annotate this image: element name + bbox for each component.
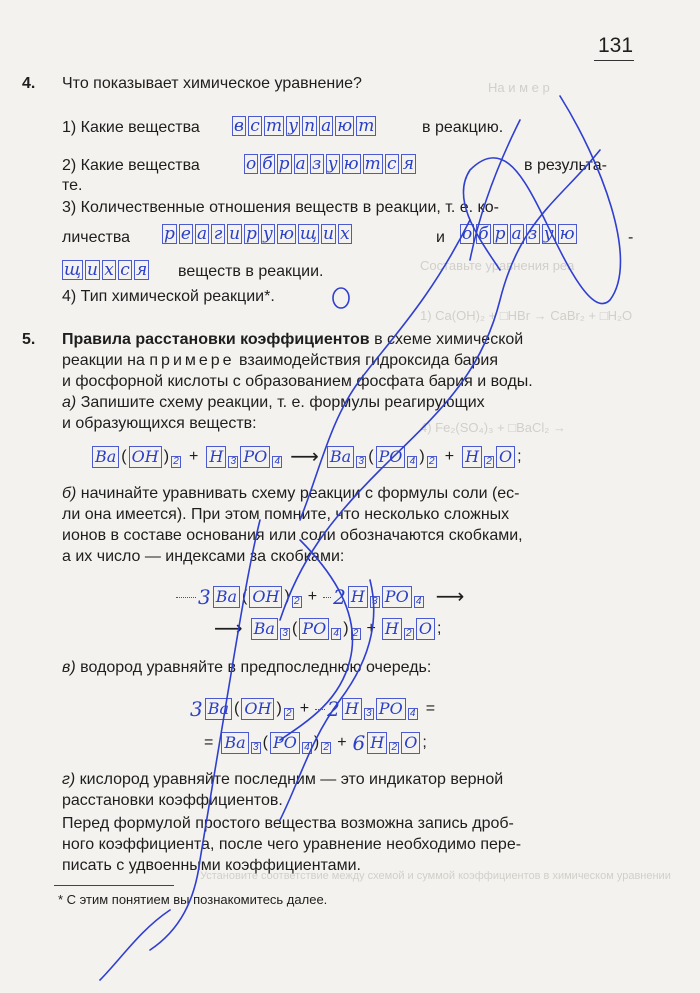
letter-box: т <box>358 116 375 136</box>
index-box: 2 <box>284 708 294 720</box>
formula-o: O <box>401 732 420 754</box>
semicolon: ; <box>517 448 522 465</box>
footnote-rule <box>54 885 174 886</box>
letter-box: о <box>462 224 473 244</box>
q5-g-line3: Перед формулой простого вещества возможна запись дроб- <box>62 815 514 832</box>
formula-o: O <box>416 618 435 640</box>
q5-b-text: начинайте уравнивать схему реакции с формулы соли (ес- <box>80 485 520 502</box>
formula-oh: OH <box>249 586 282 608</box>
letter-box: п <box>304 116 316 136</box>
letter-box: и <box>229 224 241 244</box>
ghost-text: На и м е р <box>488 80 550 95</box>
page-number: 131 <box>598 34 634 57</box>
footnote: * С этим понятием вы познакомитесь далее. <box>58 892 328 907</box>
q4-item3-and: и <box>436 229 445 246</box>
formula-ba: Ba <box>92 446 119 468</box>
q5-title-bold: Правила расстановки коэффициентов <box>62 331 370 348</box>
formula-oh: OH <box>129 446 162 468</box>
ghost-text: 4) Fe₂(SO₄)₃ + □BaCl₂ → <box>420 420 566 435</box>
letter-box: р <box>246 224 257 244</box>
index-box: 2 <box>321 742 331 754</box>
index-box: 4 <box>407 456 417 468</box>
semicolon: ; <box>436 620 442 637</box>
q4-item3-prefix: личества <box>62 229 131 246</box>
letter-box: ю <box>278 224 294 244</box>
plus-sign: + <box>189 448 199 465</box>
q4-item3-suffix: веществ в реакции. <box>178 263 324 280</box>
q5-title-line <box>62 330 523 350</box>
letter-box: и <box>87 260 98 280</box>
q5-b-line1 <box>62 484 520 504</box>
reaction-arrow: ⟶ <box>290 446 319 468</box>
letter-box: о <box>246 154 257 174</box>
q4-item3-line1: 3) Количественные отношения веществ в реакции, т. е. ко- <box>62 199 499 216</box>
coefficient: 3 <box>190 697 203 721</box>
index-box: 2 <box>351 628 361 640</box>
q4-item1-answer <box>232 116 376 136</box>
q4-item3-answer-reacting <box>162 224 352 244</box>
letter-box: б <box>262 154 273 174</box>
q5-g-line1 <box>62 770 503 790</box>
coefficient: 3 <box>198 585 211 609</box>
formula-po: PO <box>299 618 329 640</box>
q4-item3-answer-formed-cont <box>62 260 149 280</box>
letter-box: т <box>266 116 283 136</box>
formula-po: PO <box>376 698 406 720</box>
q4-item2-prefix: 2) Какие вещества <box>62 157 200 174</box>
index-box: 4 <box>302 742 312 754</box>
index-box: 2 <box>404 628 414 640</box>
equation-scheme: Ba ( OH ) 2 + H 3 PO 4 ⟶ Ba 3 ( PO 4 ) 2 + H 2 O ; <box>92 446 522 468</box>
q5-b-line4: а их число — индексами за скобками: <box>62 548 345 565</box>
letter-box: б <box>478 224 489 244</box>
index-box: 4 <box>331 628 341 640</box>
q5-a-label: а) <box>62 394 77 411</box>
formula-h: H <box>382 618 402 640</box>
plus-sign: + <box>366 620 376 637</box>
coefficient: 2 <box>327 697 340 721</box>
letter-box: р <box>164 224 175 244</box>
q4-item3-answer-formed <box>460 224 577 244</box>
index-box: 2 <box>427 456 437 468</box>
index-box: 3 <box>364 708 374 720</box>
q5-b-label: б) <box>62 485 77 502</box>
formula-oh: OH <box>241 698 274 720</box>
letter-box: е <box>180 224 191 244</box>
letter-box: а <box>321 116 332 136</box>
q4-item1-suffix: в реакцию. <box>422 119 504 136</box>
reaction-arrow: ⟶ <box>435 586 465 608</box>
letter-box: з <box>310 154 324 174</box>
letter-box: з <box>526 224 540 244</box>
formula-po: PO <box>240 446 270 468</box>
formula-ba: Ba <box>327 446 354 468</box>
q5-line2 <box>62 351 498 371</box>
q5-line2-a: реакции на <box>62 352 145 369</box>
q5-b-line2: ли она имеется). При этом помните, что несколько сложных <box>62 506 510 523</box>
index-box: 4 <box>408 708 418 720</box>
letter-box: у <box>286 116 300 136</box>
index-box: 3 <box>228 456 238 468</box>
formula-po: PO <box>270 732 300 754</box>
index-box: 2 <box>292 596 302 608</box>
formula-po: PO <box>376 446 406 468</box>
q4-number: 4. <box>22 75 36 92</box>
q5-a-line2: и образующихся веществ: <box>62 415 257 432</box>
q5-g-line2: расстановки коэффициентов. <box>62 792 283 809</box>
letter-box: с <box>385 154 399 174</box>
index-box: 3 <box>280 628 290 640</box>
q5-v-line <box>62 658 431 678</box>
coefficient: 2 <box>333 585 346 609</box>
letter-box: р <box>278 154 290 174</box>
plus-sign: + <box>337 734 347 751</box>
q5-g-line5: писать с удвоенными коэффициентами. <box>62 857 361 874</box>
plus-sign: + <box>444 448 455 465</box>
q4-item2-cont: те. <box>62 177 83 194</box>
q5-a-line1: Запишите схему реакции, т. е. формулы реагирующих <box>80 394 485 411</box>
formula-h: H <box>348 586 368 608</box>
q5-line2-b: взаимодействия гидроксида бария <box>239 352 499 369</box>
equation-step2-row2: ⟶ Ba 3 ( PO 4 ) 2 + H 2 O ; <box>214 618 442 640</box>
coefficient: 6 <box>352 731 366 755</box>
q4-item2-suffix: в результа- <box>524 157 607 174</box>
q5-g-label: г) <box>62 771 76 788</box>
ghost-text: Установите соответствие между схемой и суммой коэффициентов в химическом уравнении <box>200 870 671 882</box>
formula-ba: Ba <box>205 698 232 720</box>
formula-po: PO <box>382 586 412 608</box>
page-number-rule <box>594 60 634 61</box>
q4-item1-prefix: 1) Какие вещества <box>62 119 200 136</box>
index-box: 3 <box>370 596 380 608</box>
letter-box: ю <box>343 154 359 174</box>
formula-ba: Ba <box>251 618 278 640</box>
letter-box: а <box>295 154 306 174</box>
letter-box: ю <box>559 224 575 244</box>
index-box: 4 <box>272 456 282 468</box>
q5-b-line3: ионов в составе основания или соли обозначаются скобками, <box>62 527 523 544</box>
letter-box: щ <box>299 224 317 244</box>
q4-item4: 4) Тип химической реакции*. <box>62 288 275 305</box>
q5-a-text <box>62 393 485 413</box>
letter-box: т <box>364 154 381 174</box>
equals-sign: = <box>204 734 214 751</box>
formula-h: H <box>342 698 362 720</box>
q5-title-rest: в схеме химической <box>374 331 524 348</box>
index-box: 4 <box>414 596 424 608</box>
plus-sign: + <box>307 588 318 605</box>
equation-step3-row1: 3 Ba ( OH ) 2 + 2 H 3 PO 4 = <box>190 697 436 721</box>
reaction-arrow: ⟶ <box>214 618 243 640</box>
letter-box: х <box>338 224 352 244</box>
semicolon: ; <box>422 734 427 751</box>
letter-box: у <box>542 224 556 244</box>
q5-line2-example: примере <box>149 352 235 369</box>
index-box: 3 <box>251 742 261 754</box>
formula-ba: Ba <box>213 586 240 608</box>
letter-box: с <box>248 116 262 136</box>
letter-box: и <box>322 224 334 244</box>
letter-box: г <box>211 224 225 244</box>
formula-ba: Ba <box>221 732 248 754</box>
letter-box: р <box>494 224 506 244</box>
q5-v-label: в) <box>62 659 76 676</box>
formula-h: H <box>206 446 226 468</box>
formula-o: O <box>496 446 515 468</box>
q5-v-text: водород уравняйте в предпоследнюю очередь: <box>80 659 432 676</box>
ghost-text: Составьте уравнения реа <box>420 258 575 273</box>
letter-box: в <box>232 116 246 136</box>
equals-sign: = <box>425 700 436 717</box>
letter-box: с <box>118 260 132 280</box>
letter-box: щ <box>64 260 82 280</box>
q4-item3-dash: - <box>628 229 634 246</box>
q4-question: Что показывает химическое уравнение? <box>62 75 362 92</box>
letter-box: а <box>196 224 208 244</box>
q5-number: 5. <box>22 331 36 348</box>
equation-step2-row1: 3 Ba ( OH ) 2 + 2 H 3 PO 4 ⟶ <box>176 586 464 608</box>
q5-g-text: кислород уравняйте последним — это индикатор верной <box>79 771 504 788</box>
letter-box: у <box>326 154 340 174</box>
index-box: 2 <box>389 742 399 754</box>
q5-line3: и фосфорной кислоты с образованием фосфата бария и воды. <box>62 373 533 390</box>
equation-step3-row2: = Ba 3 ( PO 4 ) 2 + 6 H 2 O ; <box>204 731 427 755</box>
index-box: 2 <box>171 456 181 468</box>
ghost-text: 1) Ca(OH)₂ + □HBr → CaBr₂ + □H₂O <box>420 308 633 323</box>
index-box: 2 <box>484 456 494 468</box>
plus-sign: + <box>299 700 310 717</box>
letter-box: у <box>261 224 275 244</box>
formula-h: H <box>462 446 482 468</box>
letter-box: а <box>511 224 522 244</box>
formula-h: H <box>367 732 387 754</box>
q4-item2-answer <box>244 154 416 174</box>
index-box: 3 <box>356 456 366 468</box>
q5-g-line4: ного коэффициента, после чего уравнение необходимо пере- <box>62 836 522 853</box>
letter-box: я <box>402 154 415 174</box>
letter-box: х <box>102 260 116 280</box>
letter-box: я <box>135 260 148 280</box>
letter-box: ю <box>337 116 353 136</box>
